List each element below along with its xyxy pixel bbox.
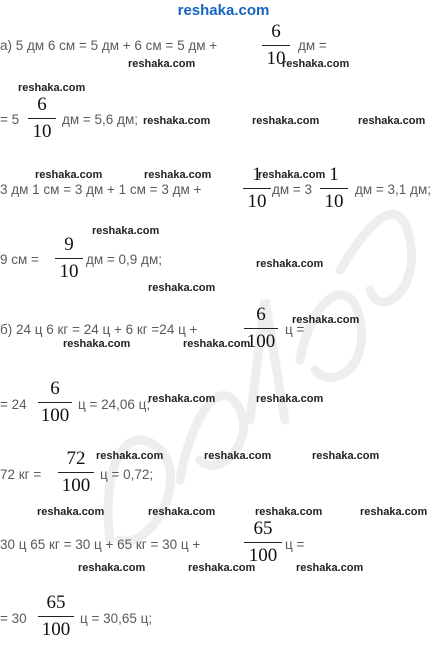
watermark-text: reshaka.com — [96, 450, 164, 462]
line-b3-prefix: 72 кг = — [0, 467, 42, 482]
numerator: 6 — [271, 21, 281, 42]
line-b2-suffix: ц = 24,06 ц; — [78, 397, 151, 412]
fraction-b3 — [58, 448, 94, 497]
line-b4-suffix: ц = — [285, 537, 305, 552]
watermark-text: reshaka.com — [292, 314, 360, 326]
fraction-bar — [28, 118, 56, 119]
fraction-b4 — [244, 518, 282, 567]
watermark-text: reshaka.com — [360, 506, 428, 518]
line-a2-suffix: дм = 5,6 дм; — [62, 112, 138, 127]
watermark-text: reshaka.com — [296, 562, 364, 574]
line-a1-text: а) 5 дм 6 см = 5 дм + 6 см = 5 дм + — [0, 38, 218, 53]
line-b4-text: 30 ц 65 кг = 30 ц + 65 кг = 30 ц + — [0, 537, 201, 552]
line-a4-prefix: 9 см = — [0, 252, 39, 267]
line-a3-text: 3 дм 1 см = 3 дм + 1 см = 3 дм + — [0, 182, 202, 197]
denominator: 10 — [59, 261, 79, 282]
fraction-bar — [38, 402, 72, 403]
denominator: 10 — [324, 191, 344, 212]
numerator: 6 — [256, 304, 266, 325]
denominator: 100 — [40, 405, 70, 426]
line-a2-prefix: = 5 — [0, 112, 20, 127]
watermark-text: reshaka.com — [92, 225, 160, 237]
watermark-text: reshaka.com — [252, 115, 320, 127]
denominator: 10 — [247, 191, 267, 212]
line-a1-suffix: дм = — [298, 38, 327, 53]
watermark-text: reshaka.com — [18, 82, 86, 94]
watermark-text: reshaka.com — [148, 506, 216, 518]
watermark-text: reshaka.com — [183, 338, 251, 350]
numerator: 1 — [329, 164, 339, 185]
fraction-bar — [38, 616, 74, 617]
watermark-text: reshaka.com — [35, 169, 103, 181]
line-a3-suffix: дм = 3,1 дм; — [355, 182, 431, 197]
denominator: 10 — [266, 48, 286, 69]
fraction-bar — [244, 328, 278, 329]
watermark-text: reshaka.com — [63, 338, 131, 350]
line-b2-prefix: = 24 — [0, 397, 27, 412]
line-b5-suffix: ц = 30,65 ц; — [80, 611, 153, 626]
line-b1-text: б) 24 ц 6 кг = 24 ц + 6 кг =24 ц + — [0, 322, 198, 337]
denominator: 100 — [41, 619, 71, 640]
line-a4-suffix: дм = 0,9 дм; — [86, 252, 162, 267]
numerator: 65 — [253, 518, 273, 539]
watermark-text: reshaka.com — [312, 450, 380, 462]
fraction-b5 — [38, 592, 74, 641]
watermark-text: reshaka.com — [148, 393, 216, 405]
watermark-text: reshaka.com — [78, 562, 146, 574]
watermark-text: reshaka.com — [256, 258, 324, 270]
watermark-text: reshaka.com — [258, 169, 326, 181]
watermark-text: reshaka.com — [148, 282, 216, 294]
fraction-a2 — [28, 94, 56, 143]
numerator: 6 — [50, 378, 60, 399]
fraction-a4 — [55, 234, 83, 283]
denominator: 100 — [248, 545, 278, 566]
denominator: 10 — [32, 121, 52, 142]
watermark-text: reshaka.com — [188, 562, 256, 574]
line-b1-suffix: ц = — [285, 322, 305, 337]
watermark-text: reshaka.com — [37, 506, 105, 518]
denominator: 100 — [246, 331, 276, 352]
watermark-text: reshaka.com — [282, 58, 350, 70]
watermark-text: reshaka.com — [358, 115, 426, 127]
line-b3-suffix: ц = 0,72; — [100, 467, 154, 482]
watermark-text: reshaka.com — [255, 506, 323, 518]
fraction-bar — [58, 472, 94, 473]
fraction-bar — [244, 542, 282, 543]
fraction-bar — [262, 45, 290, 46]
watermark-text: reshaka.com — [144, 169, 212, 181]
fraction-b2 — [38, 378, 72, 427]
numerator: 65 — [46, 592, 66, 613]
numerator: 6 — [37, 94, 47, 115]
denominator: 100 — [61, 475, 91, 496]
fraction-bar — [55, 258, 83, 259]
watermark-text: reshaka.com — [128, 58, 196, 70]
numerator: 1 — [252, 164, 262, 185]
site-title[interactable]: reshaka.com — [177, 2, 270, 19]
line-a3-mid: дм = 3 — [272, 182, 313, 197]
line-b5-prefix: = 30 — [0, 611, 27, 626]
watermark-text: reshaka.com — [204, 450, 272, 462]
fraction-bar — [320, 188, 348, 189]
fraction-bar — [243, 188, 271, 189]
watermark-text: reshaka.com — [143, 115, 211, 127]
numerator: 9 — [64, 234, 74, 255]
numerator: 72 — [66, 448, 86, 469]
watermark-text: reshaka.com — [256, 393, 324, 405]
